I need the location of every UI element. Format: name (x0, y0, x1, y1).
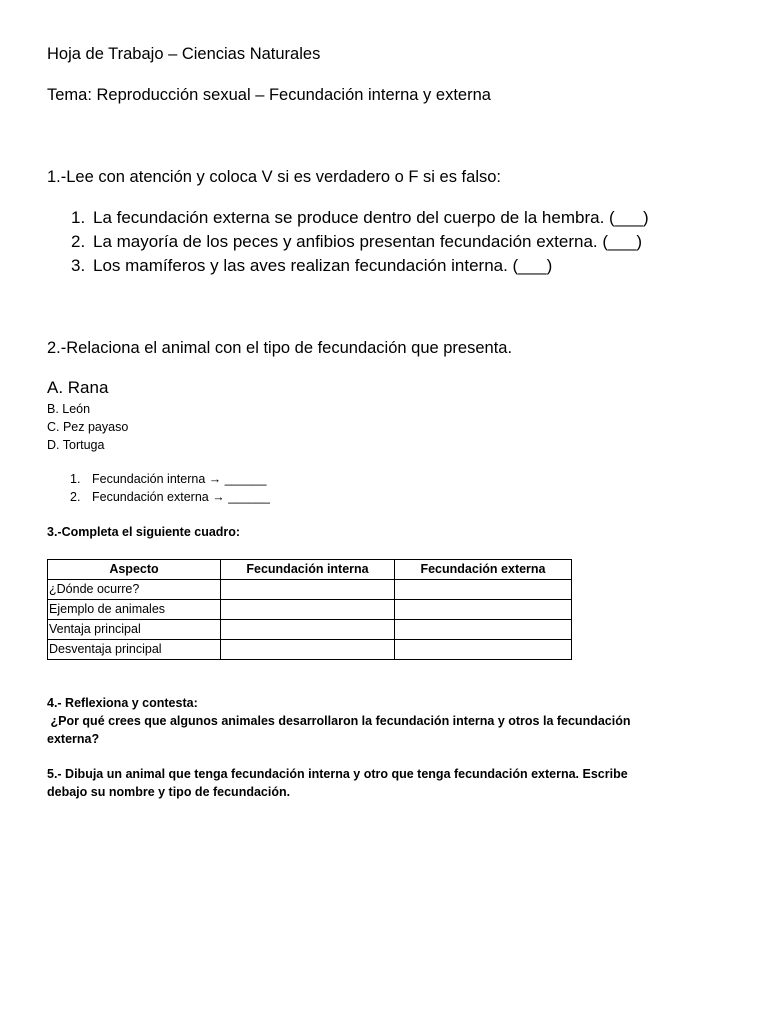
list-item (71, 232, 642, 252)
column-header: Aspecto (48, 560, 221, 580)
table-row (48, 600, 572, 620)
list-item-number: 2. (70, 490, 81, 504)
list-item (71, 256, 552, 276)
column-header: Fecundación externa (395, 560, 572, 580)
row-label: ¿Dónde ocurre? (48, 580, 221, 600)
list-item-text: Los mamíferos y las aves realizan fecundación interna. (___) (93, 256, 553, 275)
row-label: Ventaja principal (48, 620, 221, 640)
answer-cell[interactable] (221, 620, 395, 640)
list-item-number: 3. (71, 256, 86, 275)
worksheet-topic: Tema: Reproducción sexual – Fecundación interna y externa (47, 86, 491, 104)
table-row (48, 620, 572, 640)
option-item: C. Pez payaso (47, 420, 129, 434)
row-label: Ejemplo de animales (48, 600, 221, 620)
row-label: Desventaja principal (48, 640, 221, 660)
option-item: D. Tortuga (47, 438, 105, 452)
column-header: Fecundación interna (221, 560, 395, 580)
list-item-text: Fecundación externa → ______ (92, 490, 270, 504)
answer-cell[interactable] (395, 600, 572, 620)
answer-cell[interactable] (395, 640, 572, 660)
answer-cell[interactable] (221, 640, 395, 660)
list-item (70, 490, 270, 504)
worksheet-title: Hoja de Trabajo – Ciencias Naturales (47, 45, 321, 63)
comparison-table (47, 559, 572, 660)
list-item-text: La fecundación externa se produce dentro del cuerpo de la hembra. (___) (93, 208, 649, 227)
option-item: A. Rana (47, 378, 109, 397)
list-item-number: 1. (71, 208, 86, 227)
list-item (71, 208, 649, 228)
section3-heading: 3.-Completa el siguiente cuadro: (47, 525, 241, 539)
list-item-number: 2. (71, 232, 86, 251)
option-item: B. León (47, 402, 91, 416)
answer-cell[interactable] (221, 600, 395, 620)
table-header-row (48, 560, 572, 580)
table-row (48, 640, 572, 660)
list-item-text: La mayoría de los peces y anfibios presentan fecundación externa. (___) (93, 232, 643, 251)
section1-heading: 1.-Lee con atención y coloca V si es verdadero o F si es falso: (47, 168, 501, 186)
table-row (48, 580, 572, 600)
answer-cell[interactable] (221, 580, 395, 600)
list-item-text: Fecundación interna → ______ (92, 472, 267, 486)
list-item (70, 472, 266, 486)
section4-heading: 4.- Reflexiona y contesta: (47, 696, 198, 710)
answer-cell[interactable] (395, 620, 572, 640)
section4-question-cont: externa? (47, 732, 100, 746)
section5-instruction-cont: debajo su nombre y tipo de fecundación. (47, 785, 291, 799)
section2-heading: 2.-Relaciona el animal con el tipo de fecundación que presenta. (47, 339, 513, 357)
answer-cell[interactable] (395, 580, 572, 600)
section5-instruction: 5.- Dibuja un animal que tenga fecundación interna y otro que tenga fecundación externa. Escribe (47, 767, 628, 781)
section4-question: ¿Por qué crees que algunos animales desarrollaron la fecundación interna y otros la fecundación (47, 714, 631, 728)
list-item-number: 1. (70, 472, 81, 486)
